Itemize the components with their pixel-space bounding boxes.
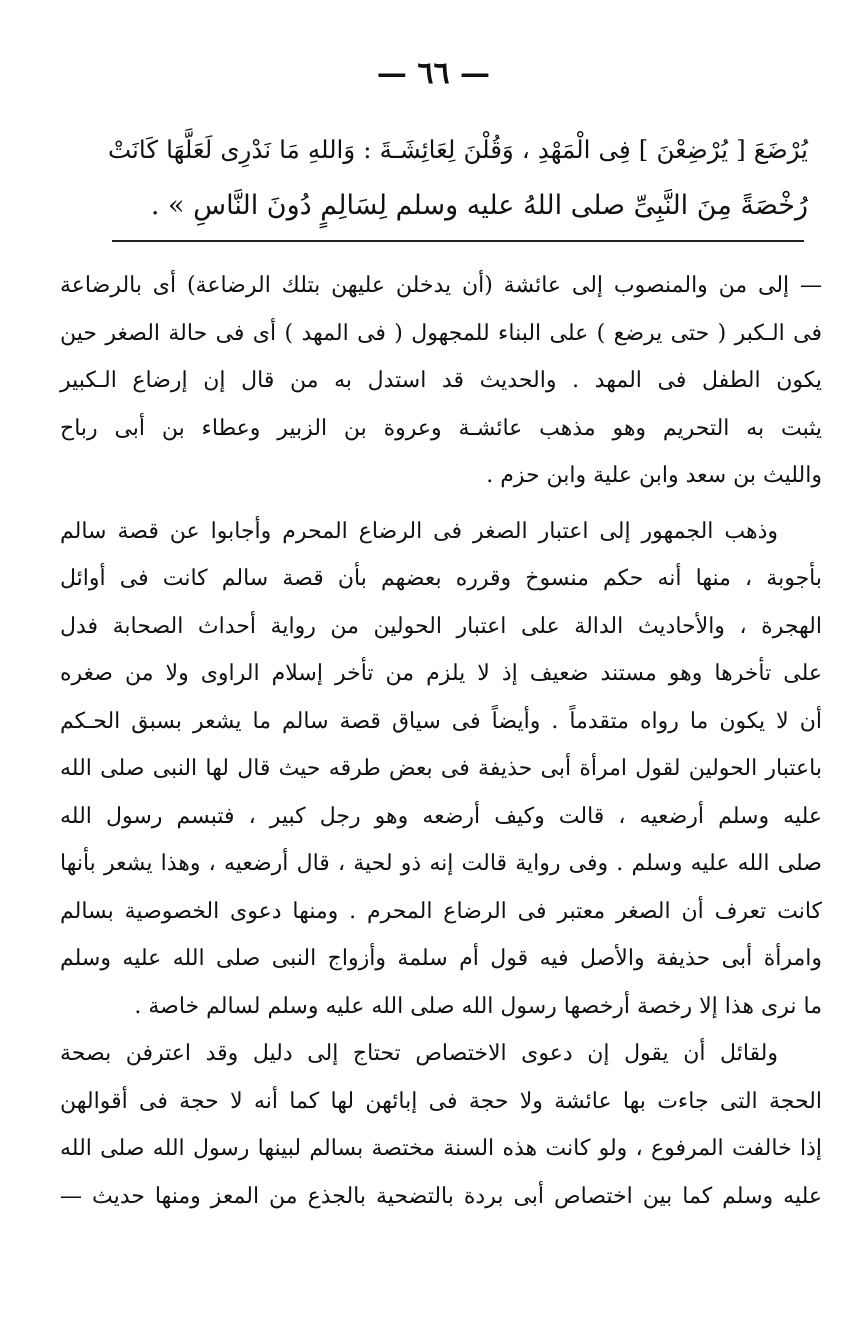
commentary-line: الحجة التى جاءت بها عائشة ولا حجة فى إبائهن لها كما أنه لا حجة فى أقوالهن: [60, 1088, 822, 1114]
commentary-line: باعتبار الحولين لقول امرأة أبى حذيفة فى بعض طرقه حيث قال لها النبى صلى الله: [60, 756, 822, 781]
commentary-line: كانت تعرف أن الصغر معتبر فى الرضاع المحرم . ومنها دعوى الخصوصية بسالم: [60, 898, 822, 924]
commentary-line: والليث بن سعد وابن علية وابن حزم .: [486, 463, 822, 488]
hadith-line: يُرْضَعَ [ يُرْضِعْنَ ] فِى الْمَهْدِ ، وَقُلْنَ لِعَائِشَـةَ : وَاللهِ مَا نَدْرِى لَعَلَّهَا كَانَتْ: [108, 135, 808, 164]
hadith-line: رُخْصَةً مِنَ النَّبِىِّ صلى اللهُ عليه وسلم لِسَالِمٍ دُونَ النَّاسِ » .: [150, 190, 808, 221]
commentary-text: [60, 262, 822, 1220]
commentary-line: الهجرة ، والأحاديث الدالة على اعتبار الحولين من رواية أحداث الصحابة فدل: [60, 613, 822, 639]
commentary-line: فى الـكبر ( حتى يرضع ) على البناء للمجهول ( فى المهد ) أى فى حالة الصغر حين: [60, 320, 822, 346]
commentary-line: بأجوبة ، منها أنه حكم منسوخ وقرره بعضهم بأن قصة سالم كانت فى أوائل: [60, 566, 822, 591]
commentary-line: عليه وسلم كما بين اختصاص أبى بردة بالتضحية بالجذع من المعز ومنها حديث —: [60, 1183, 822, 1209]
commentary-line: أن لا يكون ما رواه متقدماً . وأيضاً فى سياق قصة سالم ما يشعر بسبق الحـكم: [60, 708, 822, 734]
commentary-line: صلى الله عليه وسلم . وفى رواية قالت إنه ذو لحية ، قال أرضعيه ، وهذا يشعر بأنها: [60, 851, 822, 876]
commentary-line: وذهب الجمهور إلى اعتبار الصغر فى الرضاع المحرم وأجابوا عن قصة سالم: [60, 518, 778, 544]
commentary-line: يثبت به التحريم وهو مذهب عائشـة وعروة بن الزبير وعطاء بن أبى رباح: [60, 415, 822, 441]
paragraph-gap: [60, 500, 822, 508]
section-divider: [112, 240, 804, 242]
commentary-line: — إلى من والمنصوب إلى عائشة (أن يدخلن عليهن بتلك الرضاعة) أى بالرضاعة: [60, 273, 822, 298]
commentary-line: وامرأة أبى حذيفة والأصل فيه قول أم سلمة وأزواج النبى صلى الله عليه وسلم: [60, 946, 822, 971]
commentary-line: عليه وسلم أرضعيه ، قالت وكيف أرضعه وهو رجل كبير ، فتبسم رسول الله: [60, 803, 822, 829]
hadith-text: [108, 122, 808, 234]
commentary-line: ولقائل أن يقول إن دعوى الاختصاص تحتاج إلى دليل وقد اعترفن بصحة: [60, 1041, 778, 1066]
commentary-line: ما نرى هذا إلا رخصة أرخصها رسول الله صلى الله عليه وسلم لسالم خاصة .: [134, 993, 822, 1019]
commentary-line: إذا خالفت المرفوع ، ولو كانت هذه السنة مختصة بسالم لبينها رسول الله صلى الله: [60, 1136, 822, 1161]
commentary-line: على تأخرها وهو مستند ضعيف إذ لا يلزم من تأخر إسلام الراوى ولا من صغره: [60, 661, 822, 686]
page-number: — ٦٦ —: [376, 56, 491, 91]
commentary-line: يكون الطفل فى المهد . والحديث قد استدل به من قال إن إرضاع الـكبير: [60, 368, 822, 393]
